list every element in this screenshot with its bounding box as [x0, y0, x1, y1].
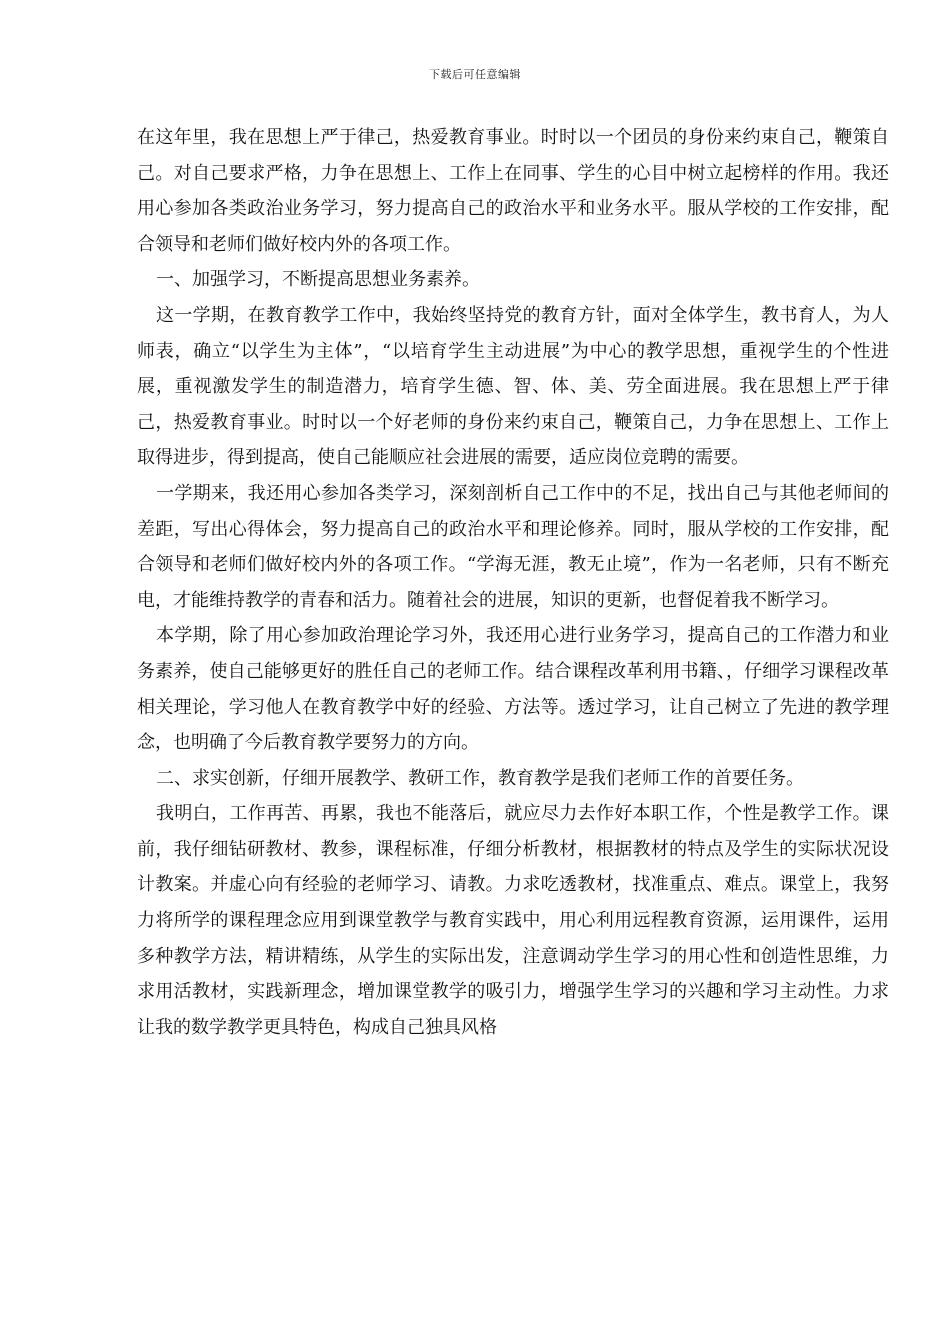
paragraph: 一学期来，我还用心参加各类学习，深刻剖析自己工作中的不足，找出自己与其他老师间的差距，写出心得体会，努力提高自己的政治水平和理论修养。同时，服从学校的工作安排，配合领导和老师们做好校内外的各项工作。“学海无涯，教无止境”，作为一名老师，只有不断充电，才能维持教学的青春和活力。随着社会的进展，知识的更新，也督促着我不断学习。 — [137, 482, 889, 611]
paragraph-intro: 在这年里，我在思想上严于律己，热爱教育事业。时时以一个团员的身份来约束自己，鞭策自己。对自己要求严格，力争在思想上、工作上在同事、学生的心目中树立起榜样的作用。我还用心参加各类政治业务学习，努力提高自己的政治水平和业务水平。服从学校的工作安排，配合领导和老师们做好校内外的各项工作。 — [137, 127, 889, 255]
section-heading-2: 二、求实创新，仔细开展教学、教研工作，教育教学是我们老师工作的首要任务。 — [156, 767, 804, 789]
document-body — [137, 120, 889, 1045]
section-heading-1: 一、加强学习，不断提高思想业务素养。 — [156, 269, 480, 291]
paragraph: 这一学期，在教育教学工作中，我始终坚持党的教育方针，面对全体学生，教书育人，为人师表，确立“以学生为主体”，“以培育学生主动进展”为中心的教学思想，重视学生的个性进展，重视激发学生的制造潜力，培育学生德、智、体、美、劳全面进展。我在思想上严于律己，热爱教育事业。时时以一个好老师的身份来约束自己，鞭策自己，力争在思想上、工作上取得进步，得到提高，使自己能顺应社会进展的需要，适应岗位竞聘的需要。 — [137, 304, 889, 469]
paragraph: 本学期，除了用心参加政治理论学习外，我还用心进行业务学习，提高自己的工作潜力和业务素养，使自己能够更好的胜任自己的老师工作。结合课程改革利用书籍、，仔细学习课程改革相关理论，学习他人在教育教学中好的经验、方法等。透过学习，让自己树立了先进的教学理念，也明确了今后教育教学要努力的方向。 — [137, 625, 889, 754]
header-note: 下载后可任意编辑 — [429, 68, 521, 81]
paragraph: 我明白，工作再苦、再累，我也不能落后，就应尽力去作好本职工作，个性是教学工作。课前，我仔细钻研教材、教参，课程标准，仔细分析教材，根据教材的特点及学生的实际状况设计教案。并虚心向有经验的老师学习、请教。力求吃透教材，找准重点、难点。课堂上，我努力将所学的课程理念应用到课堂教学与教育实践中，用心利用远程教育资源，运用课件，运用多种教学方法，精讲精练，从学生的实际出发，注意调动学生学习的用心性和创造性思维，力求用活教材，实践新理念，增加课堂教学的吸引力，增强学生学习的兴趣和学习主动性。力求让我的数学教学更具特色，构成自己独具风格 — [137, 803, 889, 1038]
